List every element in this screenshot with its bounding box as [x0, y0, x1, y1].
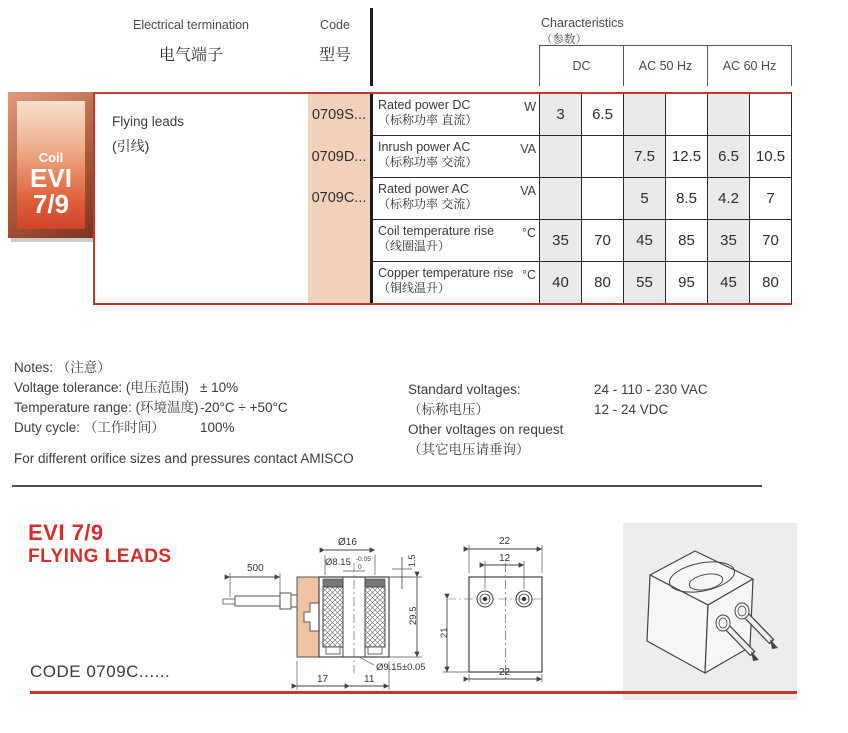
code-value-empty	[308, 261, 370, 303]
row-unit: W	[524, 100, 536, 114]
header-divider-line	[370, 8, 373, 86]
dim-1-5-label: 1.5	[407, 554, 417, 567]
value-cell	[581, 178, 623, 219]
dim-plunger-dia	[359, 657, 426, 673]
section-title	[28, 520, 172, 570]
value-cell	[539, 178, 581, 219]
value-cell: 70	[749, 220, 791, 261]
characteristics-table	[93, 92, 792, 305]
value-cell: 80	[581, 262, 623, 303]
value-cell: 80	[749, 262, 791, 303]
note-label: Duty cycle: （工作时间）	[14, 420, 165, 435]
dim-dia16-label: Ø16	[338, 537, 357, 548]
notes-footer: For different orifice sizes and pressures contact AMISCO	[14, 451, 354, 466]
note-value: -20°C ÷ +50°C	[200, 400, 288, 415]
front-view-drawing	[438, 533, 556, 685]
dim-500-label: 500	[247, 563, 264, 574]
note-line	[14, 378, 406, 398]
dim-17-label: 17	[317, 674, 329, 685]
coil-series-badge-face	[17, 101, 85, 229]
column-header-ac50: AC 50 Hz	[623, 46, 707, 86]
code-caption: CODE 0709C......	[30, 662, 171, 681]
dim-height-21	[439, 599, 469, 672]
note-line	[14, 418, 406, 438]
dim-9-15-label: Ø9.15±0.05	[376, 662, 426, 673]
dim-12-label: 12	[499, 553, 511, 564]
value-cell: 55	[623, 262, 665, 303]
coil-body	[297, 563, 389, 673]
value-cell: 95	[665, 262, 707, 303]
column-header-dc: DC	[539, 46, 623, 86]
isometric-coil-drawing	[623, 523, 797, 700]
value-cell: 10.5	[749, 136, 791, 177]
row-label-en: Copper temperature rise	[378, 266, 514, 280]
column-group-header	[539, 45, 792, 86]
winding-left	[323, 587, 343, 647]
value-cell: 40	[539, 262, 581, 303]
row-unit: °C	[521, 268, 536, 282]
termination-cell	[95, 94, 308, 303]
dim-flange	[392, 554, 417, 589]
table-row	[373, 177, 791, 219]
coil-front-face	[469, 577, 542, 672]
row-label-zh: （标称功率 直流）	[378, 112, 478, 127]
dim-lead-length	[230, 563, 280, 597]
header-electrical-termination-en: Electrical termination	[132, 18, 249, 32]
section-title-line1: EVI 7/9	[28, 520, 104, 545]
value-cell	[665, 94, 707, 135]
row-label-en: Coil temperature rise	[378, 224, 495, 238]
row-unit: VA	[520, 184, 536, 198]
code-value: 0709C...	[311, 190, 367, 207]
row-label-en: Inrush power AC	[378, 140, 471, 154]
section-divider-line	[12, 485, 762, 487]
winding-right	[365, 587, 385, 647]
header-code-en: Code	[320, 18, 350, 32]
value-cell	[581, 136, 623, 177]
dim-bore-tol-lower: 0	[358, 564, 362, 571]
row-unit: VA	[520, 142, 536, 156]
voltages-block	[408, 380, 708, 460]
row-label-zh: （标称功率 交流）	[378, 196, 478, 211]
other-voltages-label: Other voltages on request	[408, 422, 564, 437]
table-rows	[373, 94, 791, 303]
header-code-zh: 型号	[318, 47, 351, 64]
top-flange-right	[365, 579, 385, 587]
dim-21-label: 21	[439, 627, 450, 638]
value-cell: 4.2	[707, 178, 749, 219]
row-label-zh: （线圈温升）	[378, 238, 451, 253]
code-value-empty	[308, 219, 370, 261]
value-cell: 7.5	[623, 136, 665, 177]
header-electrical-termination-zh: 电气端子	[158, 47, 223, 64]
row-label-cell	[373, 94, 539, 135]
value-cell	[707, 94, 749, 135]
row-label-cell	[373, 262, 539, 303]
other-voltages-label-zh: （其它电压请垂询）	[408, 442, 530, 457]
value-cell: 45	[707, 262, 749, 303]
badge-line-size: 7/9	[32, 189, 70, 219]
header-characteristics-zh: （参数）	[541, 34, 587, 46]
spacer	[594, 420, 708, 440]
dim-height	[389, 577, 422, 657]
spacer	[594, 440, 708, 460]
dim-22-top-label: 22	[499, 536, 511, 547]
side-section-drawing	[220, 515, 465, 703]
dim-bore-label: Ø8.15	[325, 557, 351, 568]
dim-bore-dia	[325, 556, 371, 571]
standard-voltages-vdc: 12 - 24 VDC	[594, 402, 669, 417]
termination-label-zh: (引线)	[112, 138, 150, 154]
code-value: 0709S...	[311, 106, 366, 123]
value-cell: 45	[623, 220, 665, 261]
termination-label-en: Flying leads	[112, 114, 185, 129]
table-row	[373, 261, 791, 303]
standard-voltages-label: Standard voltages:	[408, 382, 521, 397]
coil-series-badge	[8, 92, 94, 238]
note-label: Temperature range: (环境温度)	[14, 400, 199, 415]
value-cell	[749, 94, 791, 135]
standard-voltages-label-zh: （标称电压）	[408, 402, 489, 417]
note-value: 100%	[200, 420, 235, 435]
standard-voltages-vac: 24 - 110 - 230 VAC	[594, 382, 708, 397]
table-row	[373, 219, 791, 261]
value-cell: 6.5	[581, 94, 623, 135]
value-cell	[539, 136, 581, 177]
header-characteristics-en: Characteristics	[541, 16, 624, 30]
badge-line-coil: Coil	[38, 150, 64, 165]
top-flange-left	[323, 579, 343, 587]
row-label-cell	[373, 220, 539, 261]
notes-block	[14, 358, 406, 469]
section-title-line2: FLYING LEADS	[28, 546, 172, 568]
dim-22-bottom-label: 22	[499, 667, 511, 678]
dim-11-label: 11	[364, 674, 375, 685]
row-label-cell	[373, 178, 539, 219]
value-cell: 5	[623, 178, 665, 219]
row-label-en: Rated power AC	[378, 182, 470, 196]
value-cell: 70	[581, 220, 623, 261]
value-cell: 8.5	[665, 178, 707, 219]
badge-line-series: EVI	[30, 163, 72, 193]
value-cell: 6.5	[707, 136, 749, 177]
value-cell: 3	[539, 94, 581, 135]
value-cell	[623, 94, 665, 135]
flying-lead-wire	[223, 593, 299, 609]
dim-bore-tol-upper: -0.05	[356, 556, 371, 563]
column-header-ac60: AC 60 Hz	[707, 46, 791, 86]
code-column	[308, 94, 370, 303]
table-row	[373, 94, 791, 135]
code-value: 0709D...	[311, 148, 367, 165]
note-value: ± 10%	[200, 380, 239, 395]
value-cell: 7	[749, 178, 791, 219]
row-unit: °C	[521, 226, 536, 240]
notes-title: Notes: （注意）	[14, 360, 111, 375]
value-cell: 35	[539, 220, 581, 261]
row-label-zh: （铜线温升）	[378, 280, 451, 295]
row-label-cell	[373, 136, 539, 177]
dim-29-5-label: 29.5	[408, 606, 419, 625]
note-label: Voltage tolerance: (电压范围)	[14, 380, 189, 395]
row-label-zh: （标称功率 交流）	[378, 154, 478, 169]
value-cell: 12.5	[665, 136, 707, 177]
table-row	[373, 135, 791, 177]
note-line	[14, 398, 406, 418]
value-cell: 85	[665, 220, 707, 261]
value-cell: 35	[707, 220, 749, 261]
row-label-en: Rated power DC	[378, 98, 471, 112]
overmold-bracket	[297, 577, 319, 657]
